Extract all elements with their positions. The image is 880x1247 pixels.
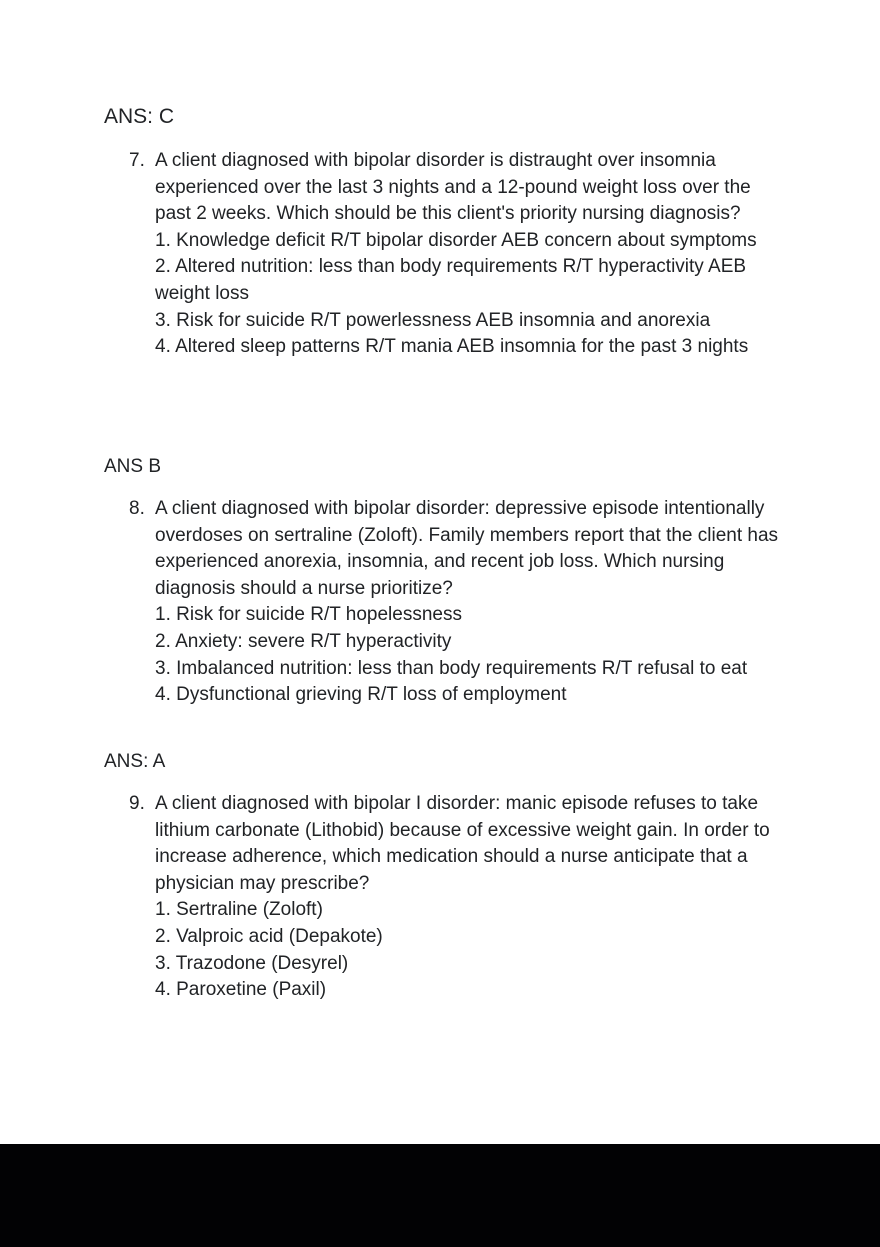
- bottom-black-bar: [0, 1144, 880, 1247]
- question-stem: A client diagnosed with bipolar disorder: depressive episode intentionally overdoses on sertraline (Zoloft). Family members report that the client has experienced anorexia, insomnia, and recent job loss. Which nursing diagnosis should a nurse prioritize?: [155, 498, 779, 599]
- option-1: 1. Sertraline (Zoloft): [155, 899, 323, 921]
- question-number: 9.: [129, 793, 145, 814]
- option-2: 2. Altered nutrition: less than body requirements R/T hyperactivity AEB weight loss: [155, 256, 747, 304]
- question-number: 7.: [129, 150, 145, 171]
- option-1: 1. Risk for suicide R/T hopelessness: [155, 604, 462, 626]
- option-1: 1. Knowledge deficit R/T bipolar disorder AEB concern about symptoms: [155, 229, 757, 251]
- option-4: 4. Paroxetine (Paxil): [155, 979, 327, 1001]
- option-2: 2. Valproic acid (Depakote): [155, 925, 383, 947]
- answer-label: ANS: C: [104, 105, 175, 128]
- option-3: 3. Trazodone (Desyrel): [155, 952, 349, 974]
- answer-label: ANS: A: [104, 751, 166, 772]
- question-9: [129, 791, 789, 1004]
- question-stem: A client diagnosed with bipolar I disorder: manic episode refuses to take lithium carbonate (Lithobid) because of excessive weight gain. In order to increase adherence, which medication should a nurse anticipate that a physician may prescribe?: [155, 793, 770, 894]
- question-number: 8.: [129, 498, 145, 519]
- option-4: 4. Dysfunctional grieving R/T loss of employment: [155, 684, 567, 706]
- option-3: 3. Imbalanced nutrition: less than body requirements R/T refusal to eat: [155, 657, 748, 679]
- question-7: [129, 148, 789, 361]
- option-3: 3. Risk for suicide R/T powerlessness AEB insomnia and anorexia: [155, 309, 711, 331]
- question-8: [129, 496, 789, 709]
- option-4: 4. Altered sleep patterns R/T mania AEB insomnia for the past 3 nights: [155, 336, 749, 358]
- option-2: 2. Anxiety: severe R/T hyperactivity: [155, 630, 452, 652]
- answer-label: ANS B: [104, 456, 162, 477]
- question-stem: A client diagnosed with bipolar disorder is distraught over insomnia experienced over the last 3 nights and a 12-pound weight loss over the past 2 weeks. Which should be this client's priority nursing diagnosis?: [155, 150, 751, 225]
